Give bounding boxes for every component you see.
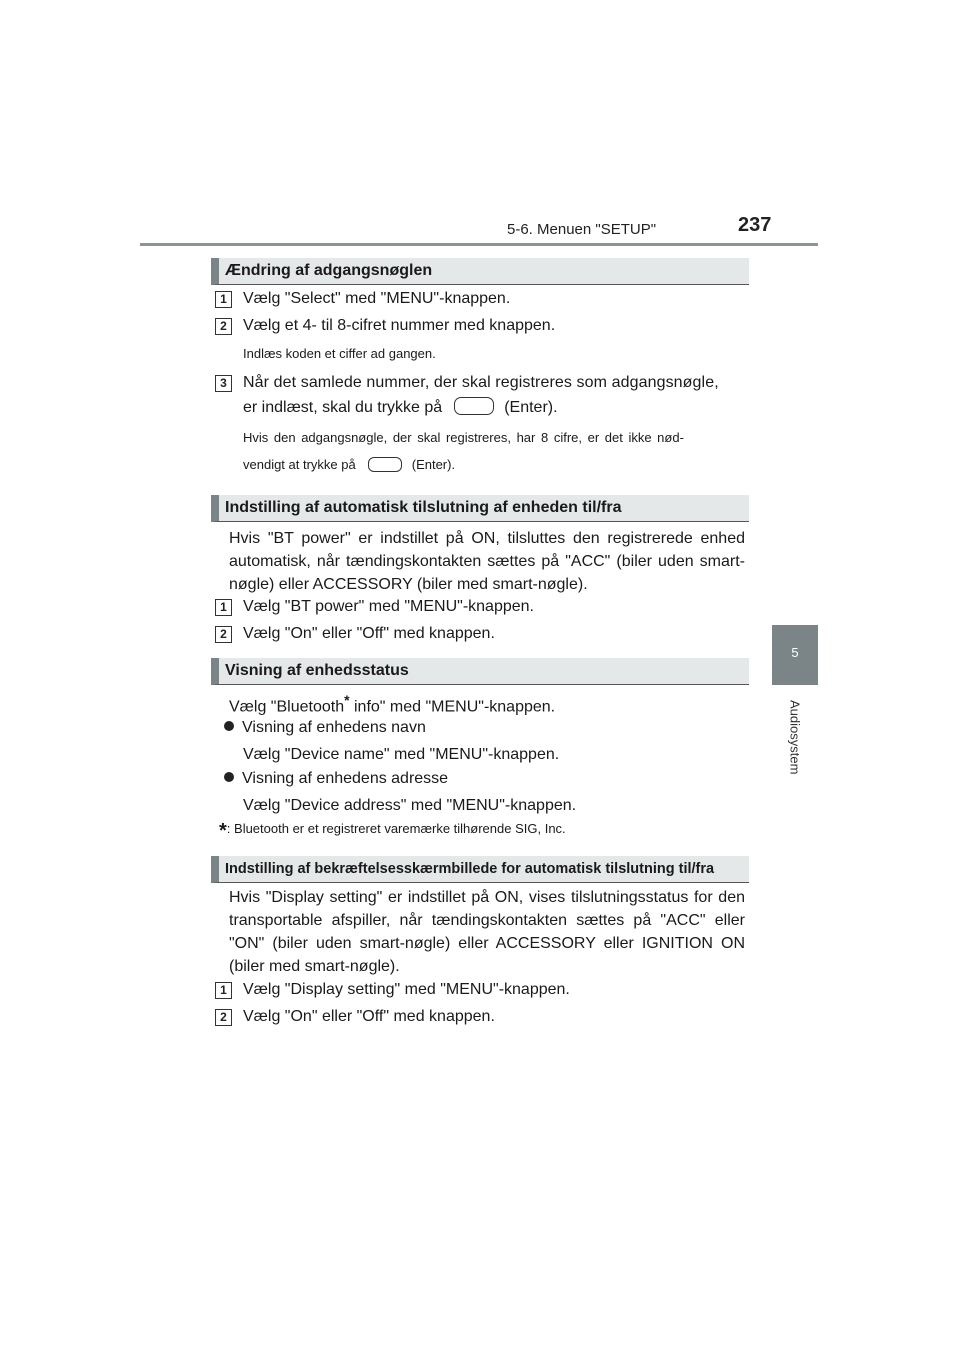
step-text: Vælg "On" eller "Off" med knappen. bbox=[243, 1008, 495, 1025]
bullet-subtext: Vælg "Device address" med "MENU"-knappen. bbox=[243, 797, 577, 814]
step-text-part: (Enter). bbox=[504, 399, 558, 417]
section-heading-confirmation-screen bbox=[211, 856, 749, 883]
section-heading-text: Indstilling af automatisk tilslutning af enheden til/fra bbox=[225, 499, 622, 516]
chapter-tab-number: 5 bbox=[791, 645, 799, 660]
step-text: Vælg "Select" med "MENU"-knappen. bbox=[243, 290, 511, 307]
intro-part: info" med "MENU"-knappen. bbox=[349, 698, 556, 716]
bullet-dot bbox=[224, 721, 234, 731]
bullet-dot bbox=[224, 772, 234, 782]
step-note-line2 bbox=[243, 457, 455, 473]
bullet-subtext: Vælg "Device name" med "MENU"-knappen. bbox=[243, 746, 560, 763]
section-heading-text: Indstilling af bekræftelsesskærmbillede for automatisk tilslutning til/fra bbox=[225, 861, 715, 877]
step-number-1: 1 bbox=[215, 982, 232, 999]
chapter-side-label bbox=[772, 700, 818, 820]
intro-part: Vælg "Bluetooth bbox=[229, 698, 345, 716]
step-note: Indlæs koden et ciffer ad gangen. bbox=[243, 346, 436, 361]
step-number-2: 2 bbox=[215, 318, 232, 335]
enter-button-icon bbox=[454, 397, 494, 415]
bullet-item bbox=[224, 719, 426, 737]
bullet-text: Visning af enhedens navn bbox=[242, 719, 426, 736]
page-number: 237 bbox=[738, 214, 772, 236]
enter-button-icon bbox=[368, 457, 402, 472]
step-text: Vælg "On" eller "Off" med knappen. bbox=[243, 625, 495, 642]
section-heading-passkey bbox=[211, 258, 749, 285]
step-number-2: 2 bbox=[215, 626, 232, 643]
bullet-item bbox=[224, 770, 448, 788]
bullet-text: Visning af enhedens adresse bbox=[242, 770, 449, 787]
section-intro: Hvis "BT power" er indstillet på ON, tilsluttes den registrerede enhed automatisk, når tændingskontakten sættes på "ACC" (biler uden smart-nøgle) eller ACCESSORY (biler med smart-nøgle). bbox=[229, 530, 745, 593]
step-text: Vælg et 4- til 8-cifret nummer med knappen. bbox=[243, 317, 556, 334]
step-text: Når det samlede nummer, der skal registreres som adgangsnøgle, bbox=[243, 374, 719, 391]
step-text: Vælg "Display setting" med "MENU"-knappen. bbox=[243, 981, 570, 998]
step-text-part: er indlæst, skal du trykke på bbox=[243, 399, 443, 417]
chapter-tab bbox=[772, 625, 818, 685]
section-heading-auto-connect bbox=[211, 495, 749, 522]
step-note: Hvis den adgangsnøgle, der skal registreres, har 8 cifre, er det ikke nød- bbox=[243, 430, 684, 445]
step-text-line2 bbox=[243, 399, 558, 417]
section-heading-text: Ændring af adgangsnøglen bbox=[225, 262, 433, 279]
step-number-1: 1 bbox=[215, 291, 232, 308]
step-number-2: 2 bbox=[215, 1009, 232, 1026]
chapter-section-title: 5-6. Menuen "SETUP" bbox=[507, 221, 657, 238]
section-intro bbox=[229, 692, 555, 716]
step-number-3: 3 bbox=[215, 375, 232, 392]
step-note-part: vendigt at trykke på bbox=[243, 457, 356, 472]
section-heading-text: Visning af enhedsstatus bbox=[225, 662, 409, 679]
step-text: Vælg "BT power" med "MENU"-knappen. bbox=[243, 598, 534, 615]
footnote-marker: * bbox=[219, 820, 227, 842]
step-note-part: (Enter). bbox=[411, 457, 456, 472]
chapter-side-label-text: Audiosystem bbox=[787, 700, 803, 775]
section-heading-device-status bbox=[211, 658, 749, 685]
footnote-text: : Bluetooth er et registreret varemærke tilhørende SIG, Inc. bbox=[226, 821, 566, 836]
footnote bbox=[219, 820, 566, 843]
section-intro: Hvis "Display setting" er indstillet på ON, vises tilslutningsstatus for den transportable afspiller, når tændingskontakten sættes på "ACC" eller "ON" (biler uden smart-nøgle) eller ACCESSORY eller IGNITION ON (biler med smart-nøgle). bbox=[229, 889, 745, 975]
footnote-marker: * bbox=[344, 692, 350, 708]
step-number-1: 1 bbox=[215, 599, 232, 616]
header-divider bbox=[140, 243, 818, 246]
